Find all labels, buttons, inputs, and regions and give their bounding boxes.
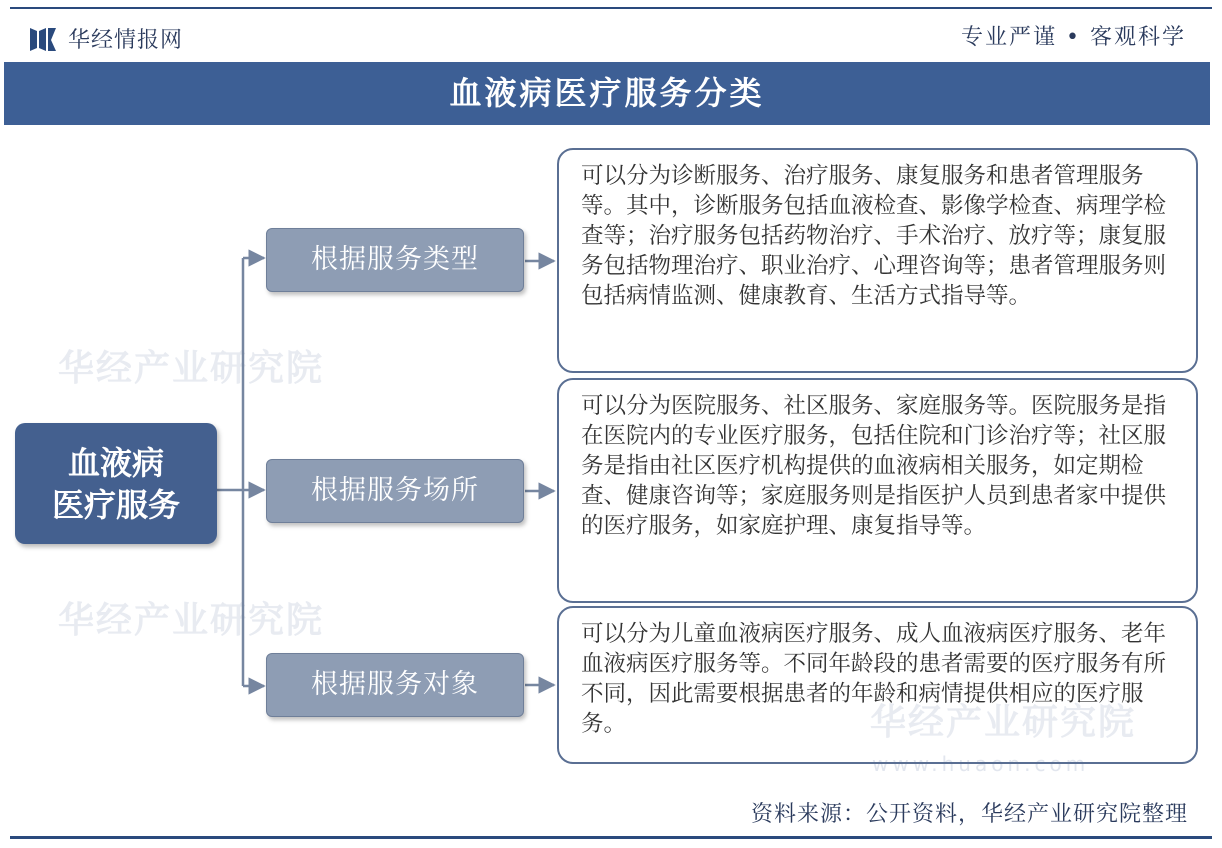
slogan: 专业严谨 • 客观科学 (961, 25, 1186, 50)
page-title: 血液病医疗服务分类 (449, 74, 765, 112)
description-box-service-target: 可以分为儿童血液病医疗服务、成人血液病医疗服务、老年血液病医疗服务等。不同年龄段的患者需要的医疗服务有所不同，因此需要根据患者的年龄和病情提供相应的医疗服务。 (557, 606, 1198, 764)
description-box-service-type: 可以分为诊断服务、治疗服务、康复服务和患者管理服务等。其中，诊断服务包括血液检查、影像学检查、病理学检查等；治疗服务包括药物治疗、手术治疗、放疗等；康复服务包括物理治疗、职业治疗、心理咨询等；患者管理服务则包括病情监测、健康教育、生活方式指导等。 (557, 148, 1198, 373)
brand-name: 华经情报网 (68, 27, 184, 53)
watermark-text: 华经产业研究院 (870, 702, 1137, 743)
watermark-url: www.huaon.com (872, 752, 1090, 776)
watermark-text: 华经产业研究院 (58, 348, 325, 389)
watermark-text: 华经产业研究院 (58, 600, 325, 641)
category-node-service-type: 根据服务类型 (266, 228, 524, 292)
bottom-rule (10, 836, 1212, 839)
category-node-service-place: 根据服务场所 (266, 459, 524, 523)
source-note: 资料来源：公开资料，华经产业研究院整理 (750, 802, 1188, 827)
description-box-service-place: 可以分为医院服务、社区服务、家庭服务等。医院服务是指在医院内的专业医疗服务，包括住院和门诊治疗等；社区服务是指由社区医疗机构提供的血液病相关服务，如定期检查、健康咨询等；家庭服务则是指医护人员到患者家中提供的医疗服务，如家庭护理、康复指导等。 (557, 378, 1198, 603)
category-node-service-target: 根据服务对象 (266, 653, 524, 717)
root-node-line1: 血液病 (67, 443, 164, 482)
root-node (15, 423, 217, 544)
root-node-line2: 医疗服务 (51, 485, 180, 524)
